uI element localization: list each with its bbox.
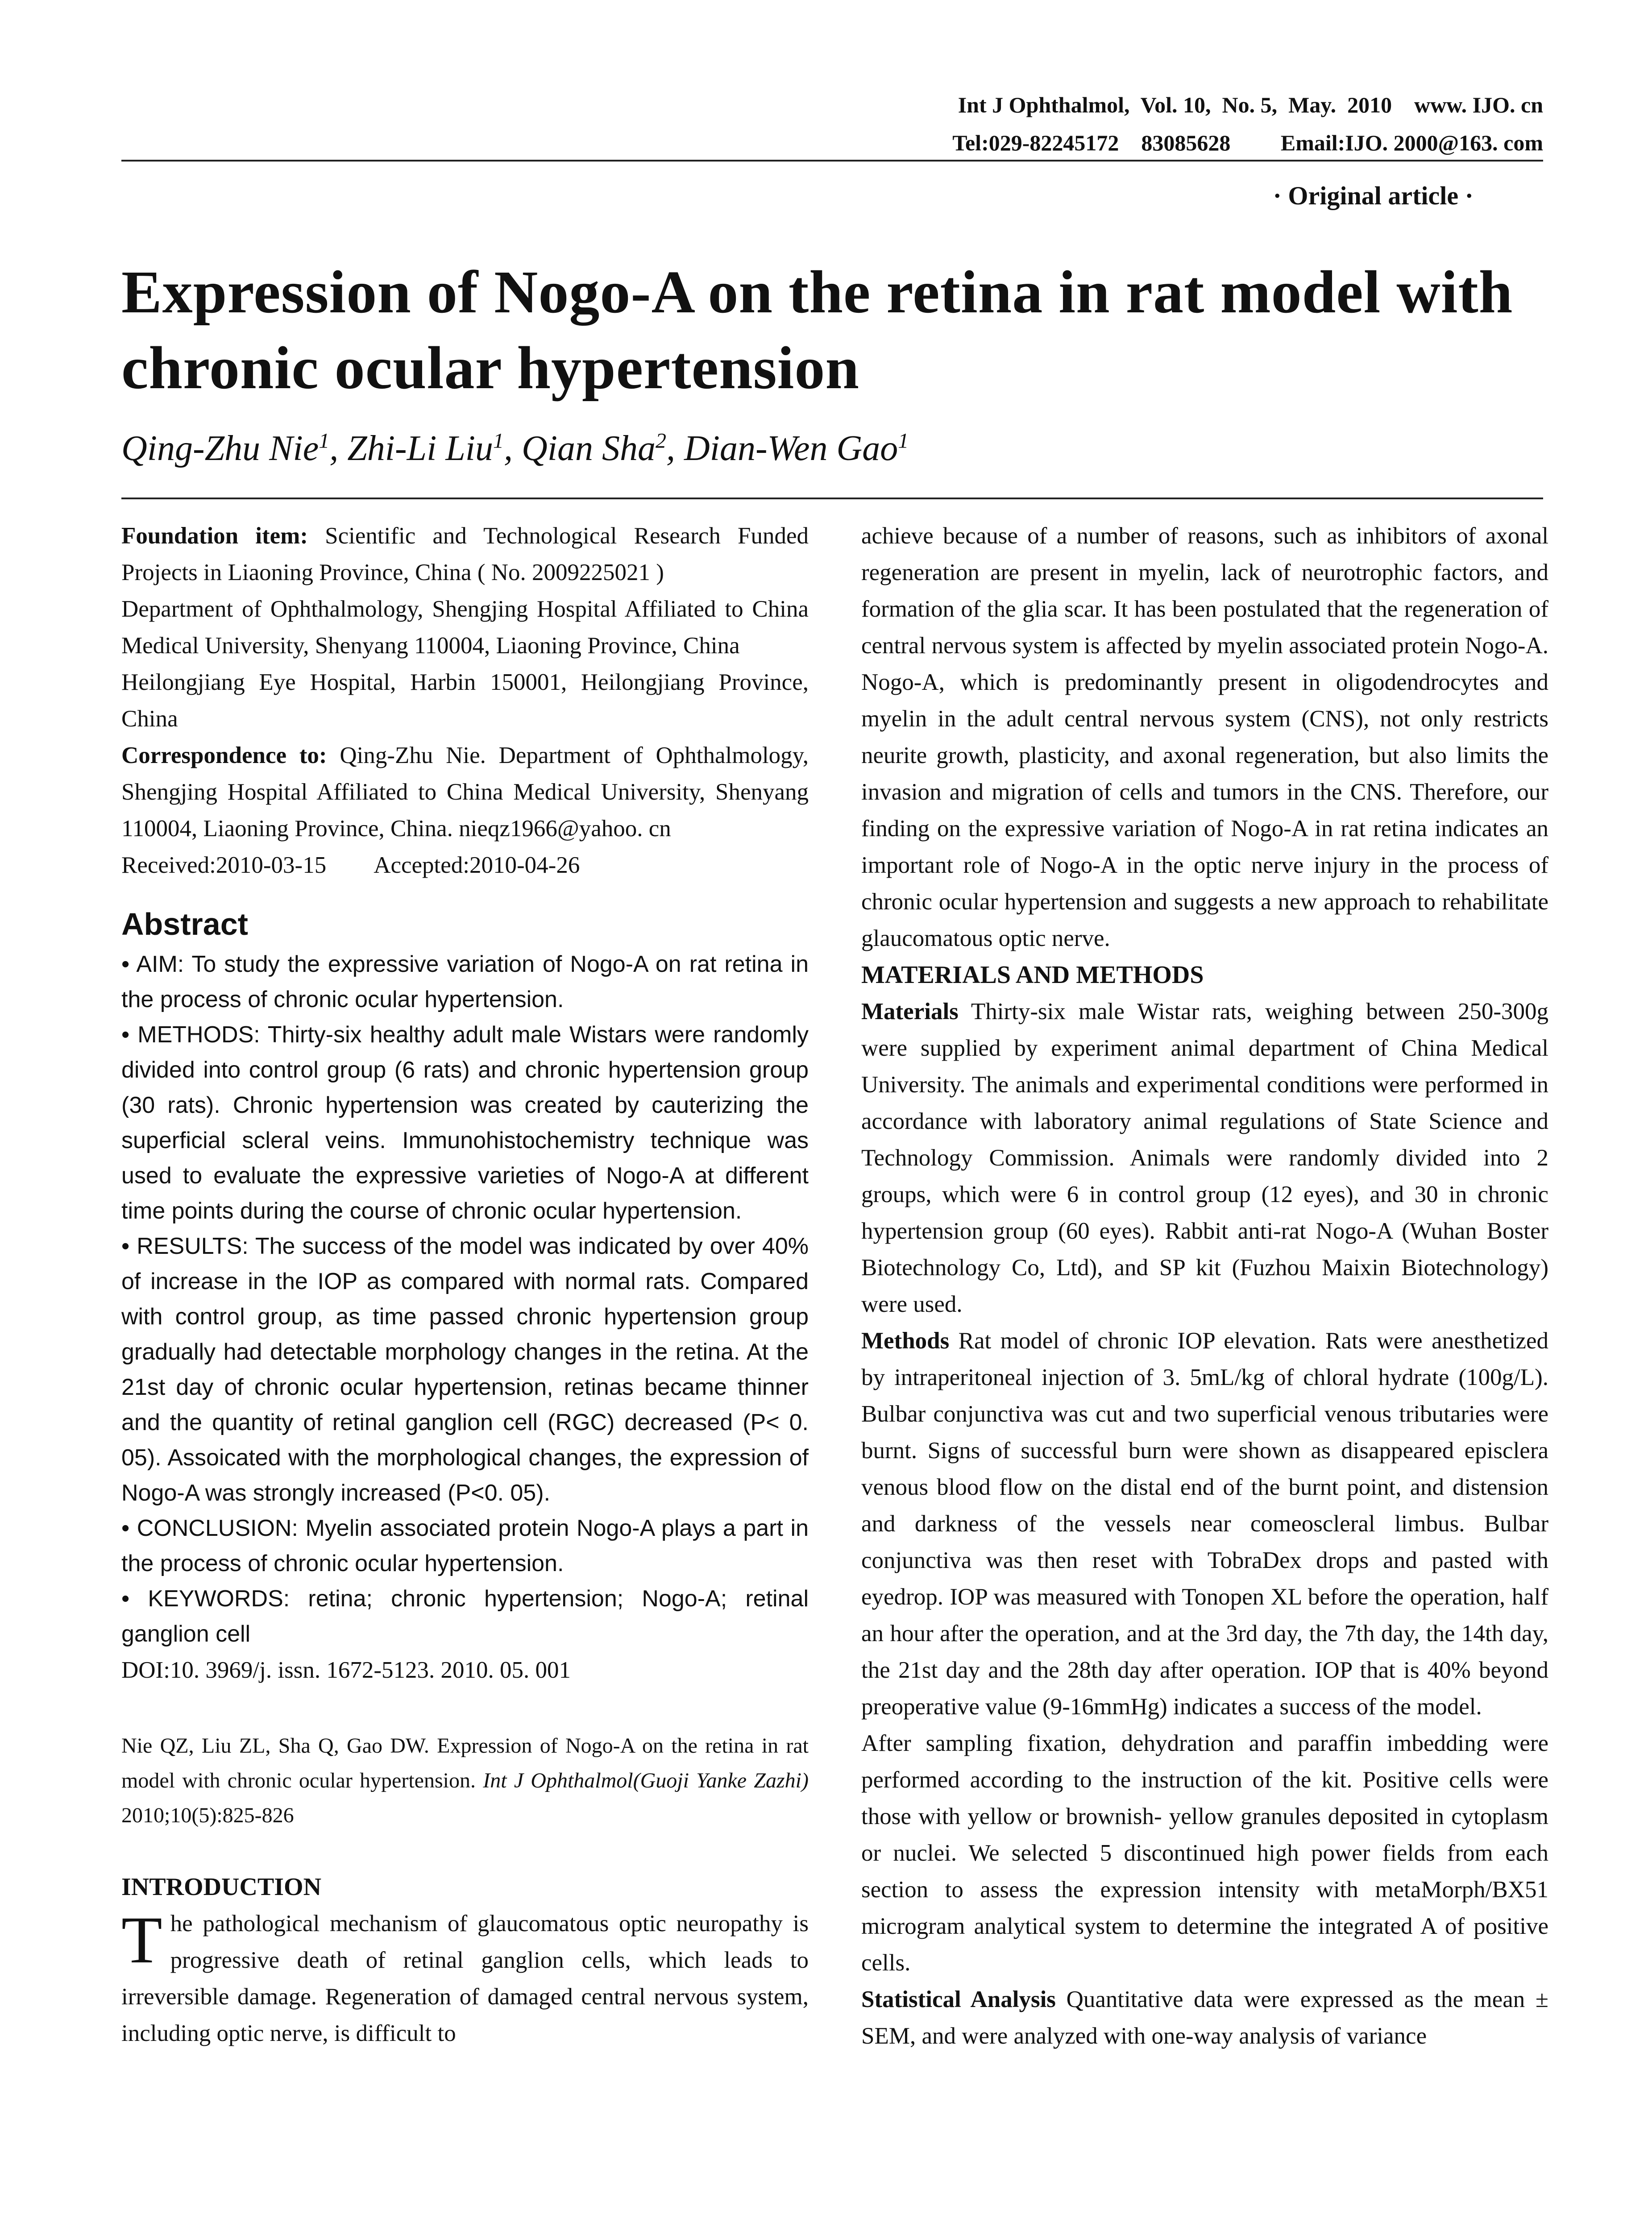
received-date: Received:2010-03-15 [121, 852, 327, 878]
author-affiliation: 2 [656, 429, 667, 453]
sampling-paragraph: After sampling fixation, dehydration and paraffin imbedding were performed according to the instruction of the kit. Positive cells were those with yellow or brownish- yellow granules deposited in cytoplasm or nuclei. We selected 5 discontinued high power fields from each section to assess the expression intensity with metaMorph/BX51 microgram analytical system to determine the integrated A of positive cells. [861, 1730, 1548, 1976]
dates [121, 847, 809, 883]
citation-journal: Int J Ophthalmol(Guoji Yanke Zazhi) [483, 1769, 809, 1792]
author-name: Dian-Wen Gao [684, 429, 898, 468]
methods-label: Methods [861, 1328, 950, 1354]
doi: DOI:10. 3969/j. issn. 1672-5123. 2010. 05. 001 [121, 1657, 571, 1683]
accepted-date: Accepted:2010-04-26 [374, 852, 580, 878]
citation-text: Nie QZ, Liu ZL, Sha Q, Gao DW. Expression of Nogo-A on the retina in rat model with chronic ocular hypertension. [121, 1734, 809, 1792]
header-rule [121, 160, 1543, 162]
citation [121, 1729, 809, 1833]
author-list: Qing-Zhu Nie$^1$, Zhi-Li Liu$^1$, Qian Sha$^2$, Dian-Wen Gao$^1$ [121, 429, 909, 468]
citation-tail: 2010;10(5):825-826 [121, 1804, 294, 1827]
author-affiliation: 1 [319, 429, 330, 453]
correspondence-text: Qing-Zhu Nie. Department of Ophthalmology, Shengjing Hospital Affiliated to China Medical University, Shenyang 110004, Liaoning Province, China. nieqz1966@yahoo. cn [121, 742, 809, 842]
left-column [121, 518, 809, 2052]
affiliation-2: Heilongjiang Eye Hospital, Harbin 150001, Heilongjiang Province, China [121, 669, 809, 732]
introduction-text [121, 1905, 809, 2052]
right-column [861, 518, 1548, 2054]
introduction-continued: achieve because of a number of reasons, such as inhibitors of axonal regeneration are present in myelin, lack of neurotrophic factors, and formation of the glia scar. It has been postulated that the regeneration of central nervous system is affected by myelin associated protein Nogo-A. Nogo-A, which is predominantly present in oligodendrocytes and myelin in the adult central nervous system (CNS), not only restricts neurite growth, plasticity, and axonal regeneration, but also limits the invasion and migration of cells and tumors in the CNS. Therefore, our finding on the expressive variation of Nogo-A in rat retina indicates an important role of Nogo-A in the optic nerve injury in the process of chronic ocular hypertension and suggests a new approach to rehabilitate glaucomatous optic nerve. [861, 523, 1548, 951]
foundation-label: Foundation item: [121, 523, 308, 549]
correspondence [121, 737, 809, 847]
journal-header: Int J Ophthalmol, Vol. 10, No. 5, May. 2010 www. IJO. cn [958, 92, 1543, 117]
stats-text: Quantitative data were expressed as the mean ± SEM, and were analyzed with one-way analysis of variance [861, 1986, 1548, 2049]
methods-text: Rat model of chronic IOP elevation. Rats were anesthetized by intraperitoneal injection of 3. 5mL/kg of chloral hydrate (100g/L). Bulbar conjunctiva was cut and two superficial venous tributaries were burnt. Signs of successful burn were shown as disappeared episclera venous blood flow on the distal end of the burnt point, and distension and darkness of the vessels near comeoscleral limbus. Bulbar conjunctiva was then reset with TobraDex drops and pasted with eyedrop. IOP was measured with Tonopen XL before the operation, half an hour after the operation, and at the 3rd day, the 7th day, the 14th day, the 21st day and the 28th day after operation. IOP that is 40% beyond preoperative value (9-16mmHg) indicates a success of the model. [861, 1328, 1548, 1720]
materials-text: Thirty-six male Wistar rats, weighing between 250-300g were supplied by experiment animal department of China Medical University. The animals and experimental conditions were performed in accordance with laboratory animal regulations of State Science and Technology Commission. Animals were randomly divided into 2 groups, which were 6 in control group (12 eyes), and 30 in chronic hypertension group (60 eyes). Rabbit anti-rat Nogo-A (Wuhan Boster Biotechnology Co, Ltd), and SP kit (Fuzhou Maixin Biotechnology) were used. [861, 999, 1548, 1317]
drop-cap: T [121, 1903, 162, 1977]
abstract-keywords: • KEYWORDS: retina; chronic hypertension; Nogo-A; retinal ganglion cell [121, 1586, 809, 1647]
introduction-heading: INTRODUCTION [121, 1873, 322, 1901]
title-rule [121, 498, 1543, 499]
stats-paragraph [861, 1981, 1548, 2054]
author-name: Qing-Zhu Nie [121, 429, 319, 468]
stats-label: Statistical Analysis [861, 1986, 1056, 2012]
author-name: Qian Sha [522, 429, 656, 468]
abstract-methods: • METHODS: Thirty-six healthy adult male Wistars were randomly divided into control group (6 rats) and chronic hypertension group (30 rats). Chronic hypertension was created by cauterizing the superficial scleral veins. Immunohistochemistry technique was used to evaluate the expressive varieties of Nogo-A at different time points during the course of chronic ocular hypertension. [121, 1022, 809, 1224]
foundation-item [121, 518, 809, 591]
abstract-heading: Abstract [121, 907, 248, 941]
contact-header: Tel:029-82245172 83085628 Email:IJO. 2000@163. com [952, 130, 1543, 155]
abstract-aim: • AIM: To study the expressive variation of Nogo-A on rat retina in the process of chronic ocular hypertension. [121, 951, 809, 1012]
materials-label: Materials [861, 999, 959, 1024]
correspondence-label: Correspondence to: [121, 742, 327, 768]
author-affiliation: 1 [493, 429, 504, 453]
materials-paragraph [861, 993, 1548, 1323]
methods-paragraph [861, 1323, 1548, 1725]
abstract-body [121, 947, 809, 1652]
paper-title: Expression of Nogo-A on the retina in rat model with chronic ocular hypertension [121, 259, 1513, 402]
introduction-body: he pathological mechanism of glaucomatous optic neuropathy is progressive death of retinal ganglion cells, which leads to irreversible damage. Regeneration of damaged central nervous system, including optic nerve, is difficult to [121, 1911, 809, 2046]
abstract-conclusion: • CONCLUSION: Myelin associated protein Nogo-A plays a part in the process of chronic ocular hypertension. [121, 1515, 809, 1576]
affiliation-1: Department of Ophthalmology, Shengjing Hospital Affiliated to China Medical University, Shenyang 110004, Liaoning Province, China [121, 596, 809, 659]
author-affiliation: 1 [898, 429, 909, 453]
article-type: · Original article · [1273, 181, 1474, 210]
abstract-results: • RESULTS: The success of the model was indicated by over 40% of increase in the IOP as compared with normal rats. Compared with control group, as time passed chronic hypertension group gradually had detectable morphology changes in the retina. At the 21st day of chronic ocular hypertension, retinas became thinner and the quantity of retinal ganglion cell (RGC) decreased (P< 0. 05). Assoicated with the morphological changes, the expression of Nogo-A was strongly increased (P<0. 05). [121, 1233, 809, 1506]
foundation-text: Scientific and Technological Research Funded Projects in Liaoning Province, China ( No. 2009225021 ) [121, 523, 809, 585]
author-name: Zhi-Li Liu [347, 429, 494, 468]
methods-heading: MATERIALS AND METHODS [861, 961, 1204, 989]
